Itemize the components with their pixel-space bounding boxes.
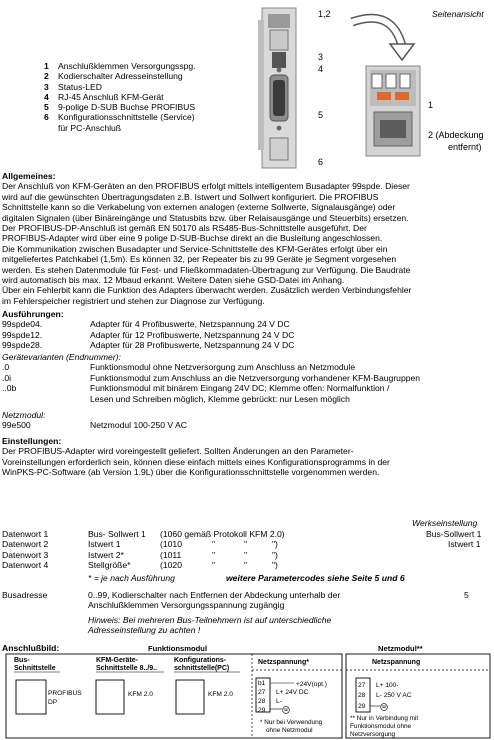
legend-item: 4 RJ-45 Anschluß KFM-Gerät xyxy=(44,91,164,102)
opt-24v-label: +24V(opt.) xyxy=(296,681,327,688)
device-variant-row: ..0b Funktionsmodul mit binärem Eingang 24V DC; Klemme offen: Normalfunktion / xyxy=(2,383,390,394)
variants-heading: Ausführungen: xyxy=(2,309,64,319)
data-word-row: Datenwort 4 Stellgröße* (1020 " " ") xyxy=(2,560,278,571)
legend-item: für PC-Anschluß xyxy=(58,122,122,133)
general-line: mitgeliefertes Patchkabel (1,5m). Es können 32, per Repeater bis zu 99 Geräte je Segment vorgesehen xyxy=(2,254,397,265)
general-line: wird auf die gewünschten Übertragungsdaten z.B. Istwert und Sollwert konfiguriert. Die PROFIBUS xyxy=(2,191,379,202)
factory-setting-heading: Werkseinstellung xyxy=(412,518,478,528)
bus-interface-title-2: Schnittstelle xyxy=(14,665,56,672)
terminal-b1: b1 xyxy=(258,680,266,687)
variant-row: 99spde04. Adapter für 4 Profibuswerte, Netzspannung 24 V DC xyxy=(2,319,290,330)
ground-icon-fm xyxy=(283,707,290,714)
supply-title-nm: Netzspannung xyxy=(372,659,421,666)
address-hint: Hinweis: Bei mehreren Bus-Teilnehmern ist auf unterschiedliche Adresseinstellung zu achten ! xyxy=(88,615,332,636)
nm-note-1: ** Nur in Verbindung mit xyxy=(350,715,419,722)
device-variant-row: Lesen und Schreiben möglich, Klemme gebrückt: nur Lesen möglich xyxy=(90,393,350,404)
callout-3: 3 xyxy=(318,52,324,62)
data-word-row: Datenwort 2 Istwert 1 (1010 " " ") Istwert 1 xyxy=(2,539,481,550)
terminal-29: 29 xyxy=(258,707,266,714)
general-line: Über ein Fehlerbit kann die Funktion des Adapters überwacht werden. Zusätzlich werden Verbindungsfehler xyxy=(2,285,412,296)
profibus-label: PROFIBUS xyxy=(48,690,82,697)
terminal-29-nm: 29 xyxy=(358,703,366,710)
general-line: digitalen Signalen (über Binäreingänge und Statusbits bzw. über Relaisausgänge und Steuerbits) ersetzen. xyxy=(2,212,409,223)
general-line: wird automatisch bis max. 12 Mbaud erkannt. Weitere Daten siehe GSD-Datei im Anhang. xyxy=(2,275,345,286)
device-variants-heading: Gerätevarianten (Endnummer): xyxy=(2,352,121,362)
power-module-section xyxy=(2,410,187,431)
bus-address-default: 5 xyxy=(464,590,469,600)
terminal-28: 28 xyxy=(258,698,266,705)
bus-address-label: Busadresse xyxy=(2,590,48,600)
terminal-27: 27 xyxy=(258,689,266,696)
callout-4: 4 xyxy=(318,64,324,74)
config-interface-title-2: schnittstelle(PC) xyxy=(174,665,230,672)
footnote-more-codes: weitere Parametercodes siehe Seite 5 und 6 xyxy=(226,573,405,583)
power-module-heading: Netzmodul: xyxy=(2,410,46,420)
terminal-28-nm: 28 xyxy=(358,692,366,699)
data-word-row: Datenwort 1 Bus- Sollwert 1 (1060 gemäß Protokoll KFM 2.0) Bus-Sollwert 1 xyxy=(2,529,482,539)
legend-item: 2 Kodierschalter Adresseinstellung xyxy=(44,71,183,82)
dc-24v-label: L+ 24V DC xyxy=(276,689,309,696)
device-variant-row: .0 Funktionsmodul ohne Netzversorgung zum Anschluss an Netzmodule xyxy=(2,362,356,373)
wiring-heading: Anschlußbild: xyxy=(2,643,60,653)
component-legend xyxy=(44,61,196,133)
callout-1-2: 1,2 xyxy=(318,9,331,19)
nm-note-2: Funktionsmodul ohne xyxy=(350,723,412,730)
bus-interface-title-1: Bus- xyxy=(14,657,30,664)
power-module-row: 99e500 Netzmodul 100-250 V AC xyxy=(2,420,187,431)
nm-note-3: Netzversorgung xyxy=(350,731,396,738)
footnote-star: * = je nach Ausführung xyxy=(88,573,175,583)
config-interface-title-1: Konfigurations- xyxy=(174,657,227,664)
kfm-interface-title-2: Schnittstelle 8../9.. xyxy=(96,665,158,672)
callout-6: 6 xyxy=(318,157,324,167)
config-connector-label: KFM 2.0 xyxy=(208,691,233,698)
side-callout-1: 1 xyxy=(428,100,434,110)
side-view-title: Seitenansicht xyxy=(432,9,484,19)
general-line: Schnittstelle kann so die Verkabelung von externen analogen (externe Sollwerte, Signalausgänge) oder xyxy=(2,202,396,213)
device-variants-section xyxy=(2,352,420,404)
supply-title-fm: Netzspannung* xyxy=(258,659,309,666)
wiring-diagram xyxy=(0,652,494,740)
function-module-label: Funktionsmodul xyxy=(148,644,208,653)
legend-item: 5 9-polige D-SUB Buchse PROFIBUS xyxy=(44,102,196,113)
fm-note-2: ohne Netzmodul xyxy=(266,727,313,734)
device-front-image xyxy=(258,8,296,168)
general-section xyxy=(2,171,411,306)
legend-item: 1 Anschlußklemmen Versorgungsspg. xyxy=(44,61,196,71)
device-side-image xyxy=(366,66,420,156)
l-minus-label: L- xyxy=(276,698,282,705)
config-connector xyxy=(176,680,204,714)
callout-5: 5 xyxy=(318,110,324,120)
side-callout-2-line1: 2 (Abdeckung xyxy=(428,130,484,140)
bus-address-desc: 0..99, Kodierschalter nach Entfernen der Abdeckung unterhalb der Anschlußklemmen Versorgungsspannung zugängig xyxy=(88,590,341,611)
kfm-connector xyxy=(96,680,124,714)
general-line: Der Anschluß von KFM-Geräten an den PROFIBUS erfolgt mittels intelligentem Busadapter 99spde. Dieser xyxy=(2,181,410,192)
side-callout-2-line2: entfernt) xyxy=(448,142,482,152)
power-module-label: Netzmodul** xyxy=(378,644,423,653)
settings-section xyxy=(2,436,390,478)
settings-line: Der PROFIBUS-Adapter wird voreingestellt geliefert. Sollten Änderungen an den Parameter- xyxy=(2,446,354,457)
dp-label: DP xyxy=(48,699,58,706)
general-line: werden. Es stehen Datenmodule für Fest- und Fließkommadaten-Übertragung zur Verfügung. Die Baudrate xyxy=(2,264,411,275)
data-word-row: Datenwort 3 Istwert 2* (1011 " " ") xyxy=(2,549,278,560)
nm-lplus-label: L+ 100- xyxy=(376,682,399,689)
settings-line: Voreinstellungen erforderlich sein, können diese einfach mittels eines Konfigurationsprogramms in der xyxy=(2,456,390,467)
variant-row: 99spde28. Adapter für 28 Profibuswerte, Netzspannung 24 V DC xyxy=(2,340,295,351)
terminal-27-nm: 27 xyxy=(358,682,366,689)
device-variant-row: .0i Funktionsmodul zum Anschluss an die Netzversorgung vorhandener KFM-Baugruppen xyxy=(2,372,421,383)
variant-row: 99spde12. Adapter für 12 Profibuswerte, Netzspannung 24 V DC xyxy=(2,329,295,340)
kfm-interface-title-1: KFM-Geräte- xyxy=(96,657,139,664)
general-line: Die Kommunikation zwischen Busadapter und Service-Schnittstelle des KFM-Gerätes erfolgt über ein xyxy=(2,243,388,254)
kfm-connector-label: KFM 2.0 xyxy=(128,691,153,698)
data-word-table xyxy=(2,529,492,571)
general-heading: Allgemeines: xyxy=(2,171,56,181)
settings-heading: Einstellungen: xyxy=(2,436,62,446)
fm-note-1: * Nur bei Verwendung xyxy=(260,719,323,726)
nm-lminus-label: L- 250 V AC xyxy=(376,692,412,699)
rotation-arrow xyxy=(352,18,414,60)
general-line: Der PROFIBUS-DP-Anschluß ist gemäß EN 50170 als RS485-Bus-Schnittstelle ausgeführt. Der xyxy=(2,223,367,234)
general-line: im Fehlerspeicher registriert und stehen zur Diagnose zur Verfügung. xyxy=(2,295,265,306)
ground-icon-nm xyxy=(381,704,388,711)
settings-line: WinPKS-PC-Software (ab Version 1.9L) über die Konfigurationsschnittstelle vorgenommen werden. xyxy=(2,467,380,478)
general-line: PROFIBUS-Adapter wird über eine 9 polige D-SUB-Buchse direkt an die Busleitung angeschlossen. xyxy=(2,233,383,244)
profibus-connector xyxy=(16,680,46,714)
legend-item: 3 Status-LED xyxy=(44,81,102,92)
variants-section xyxy=(2,309,294,351)
legend-item: 6 Konfigurationsschnittstelle (Service) xyxy=(44,112,195,123)
